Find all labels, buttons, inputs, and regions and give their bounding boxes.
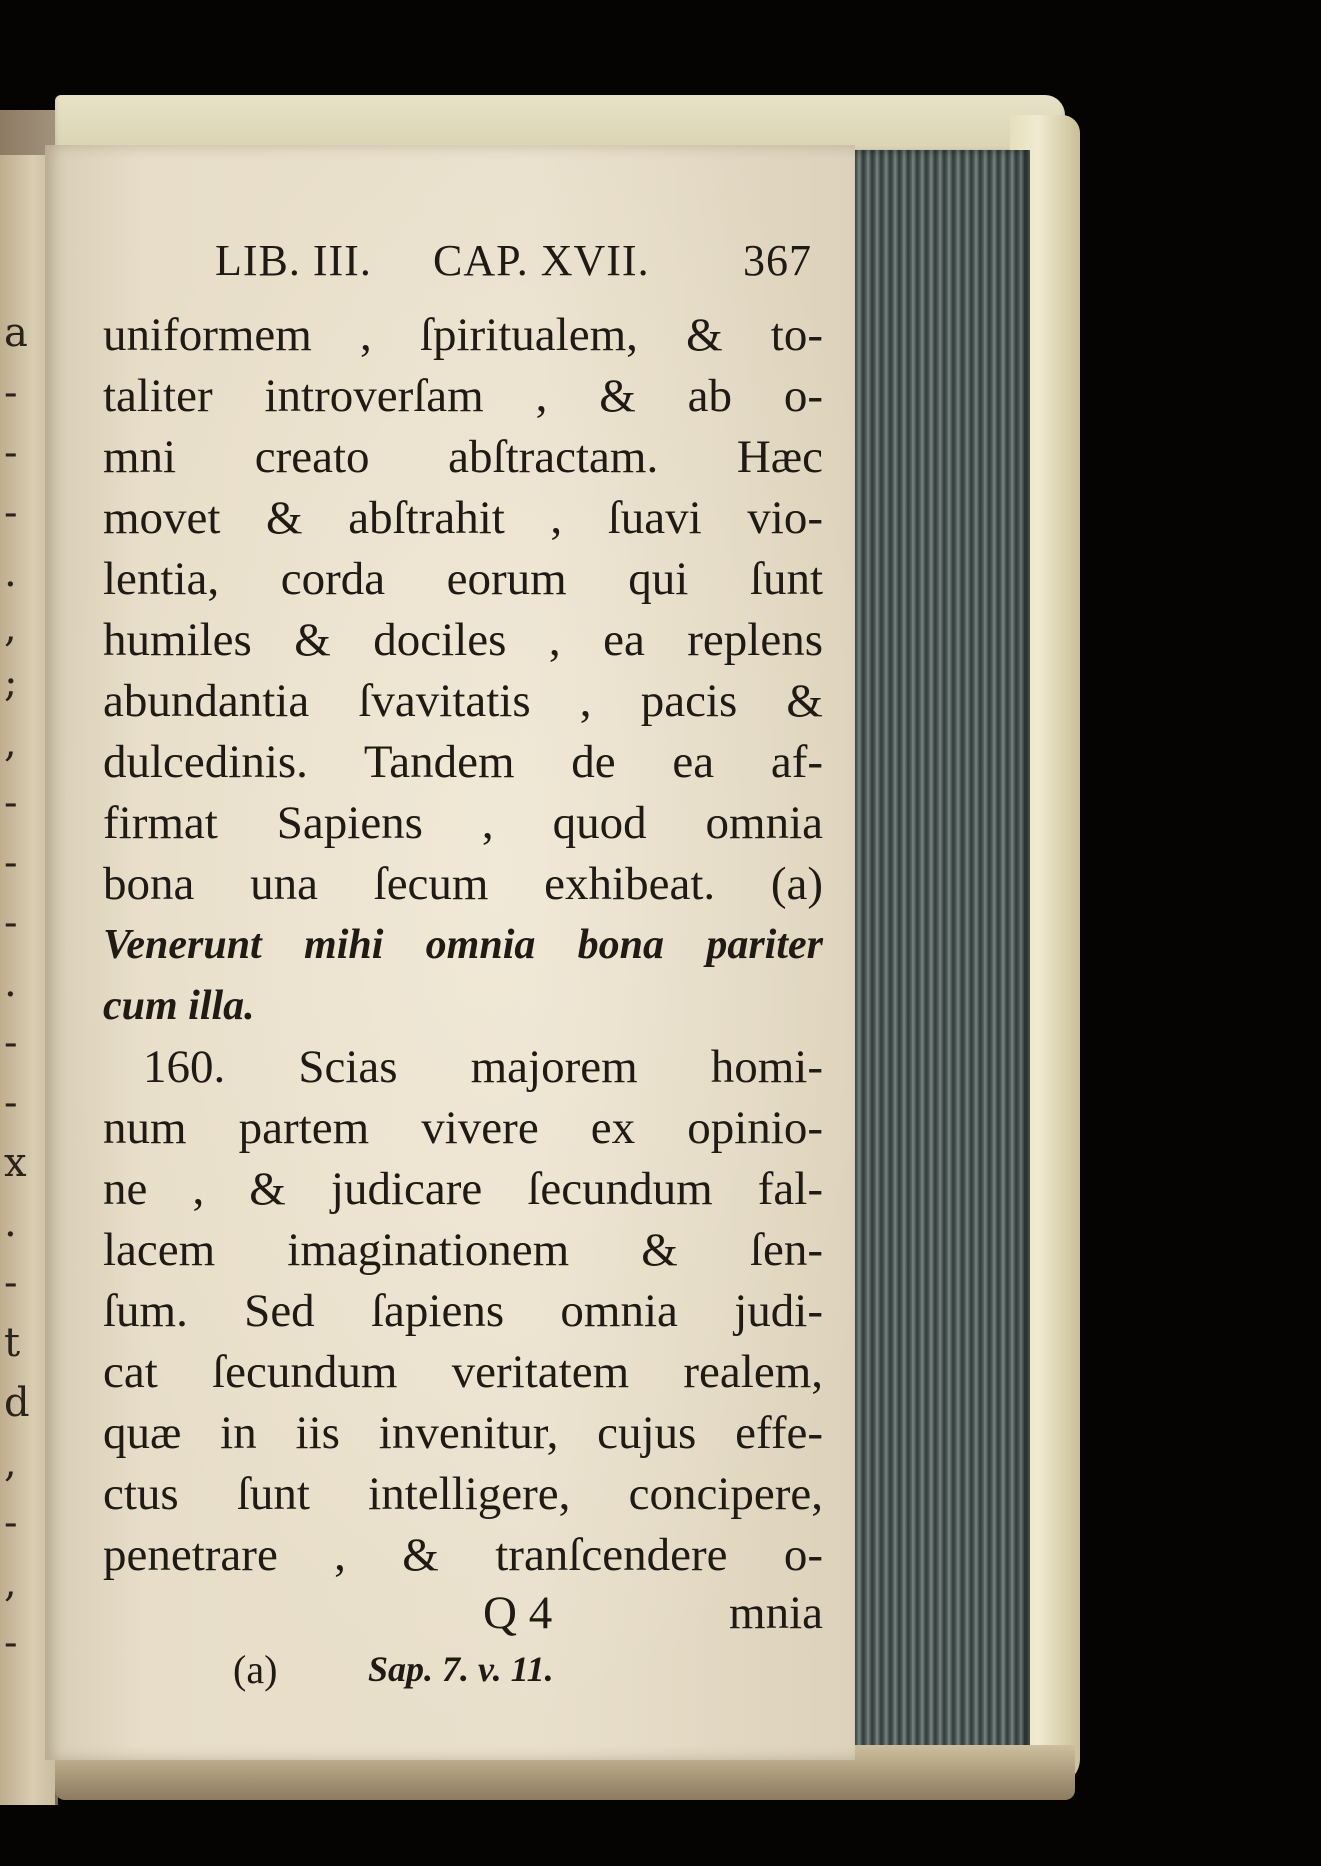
text-line: bona una ſecum exhibeat. (a) [103, 858, 823, 910]
edge-char: t [4, 1320, 21, 1366]
edge-char: - [4, 370, 18, 416]
running-head-book: LIB. III. [215, 236, 372, 285]
edge-char: , [4, 1560, 17, 1606]
edge-char: - [4, 430, 18, 476]
text-line: quæ in iis invenitur, cujus effe- [103, 1407, 823, 1459]
edge-char: a [4, 310, 28, 356]
quotation-line: Venerunt mihi omnia bona pariter [103, 922, 823, 968]
edge-char: - [4, 1620, 18, 1666]
text-line: firmat Sapiens , quod omnia [103, 797, 823, 849]
footnote [103, 1646, 823, 1706]
signature-mark: Q 4 [483, 1587, 553, 1639]
running-head [103, 235, 823, 305]
text-line: num partem vivere ex opinio- [103, 1102, 823, 1154]
edge-char: . [4, 960, 17, 1006]
text-line: lentia, corda eorum qui ſunt [103, 553, 823, 605]
text-line: lacem imaginationem & ſen- [103, 1224, 823, 1276]
edge-char: - [4, 840, 18, 886]
text-line: ne , & judicare ſecundum fal- [103, 1163, 823, 1215]
edge-char: . [4, 550, 17, 596]
book-page [45, 145, 855, 1760]
edge-char: - [4, 1260, 18, 1306]
footnote-text: Sap. 7. v. 11. [368, 1649, 554, 1689]
text-line: abundantia ſvavitatis , pacis & [103, 675, 823, 727]
text-line: dulcedinis. Tandem de ea af- [103, 736, 823, 788]
edge-char: - [4, 780, 18, 826]
text-line: taliter introverſam , & ab o- [103, 370, 823, 422]
edge-char: d [4, 1380, 30, 1426]
edge-char: - [4, 900, 18, 946]
edge-char: , [4, 605, 17, 651]
page-text [103, 235, 823, 1706]
edge-char: - [4, 490, 18, 536]
edge-char: , [4, 720, 17, 766]
edge-char: ; [4, 660, 18, 706]
edge-char: . [4, 1200, 17, 1246]
catchword: mnia [729, 1587, 823, 1639]
text-line: humiles & dociles , ea replens [103, 614, 823, 666]
footnote-marker: (a) [233, 1647, 278, 1692]
page-number: 367 [743, 236, 812, 285]
text-line: uniformem , ſpiritualem, & to- [103, 309, 823, 361]
page-block-edge [845, 150, 1030, 1790]
book [0, 95, 1080, 1795]
text-line: movet & abſtrahit , ſuavi vio- [103, 492, 823, 544]
text-line: mni creato abſtractam. Hæc [103, 431, 823, 483]
text-line: penetrare , & tranſcendere o- [103, 1529, 823, 1581]
text-line: ſum. Sed ſapiens omnia judi- [103, 1285, 823, 1337]
text-line: cat ſecundum veritatem realem, [103, 1346, 823, 1398]
running-head-chapter: CAP. XVII. [433, 236, 650, 285]
text-line: ctus ſunt intelligere, concipere, [103, 1468, 823, 1520]
quotation-line: cum illa. [103, 983, 255, 1029]
edge-char: x [4, 1140, 27, 1186]
paragraph-start: 160. Scias majorem homi- [143, 1041, 823, 1093]
edge-char: - [4, 1020, 18, 1066]
edge-char: , [4, 1440, 17, 1486]
signature-line [103, 1586, 823, 1646]
edge-char: - [4, 1080, 18, 1126]
edge-char: - [4, 1500, 18, 1546]
